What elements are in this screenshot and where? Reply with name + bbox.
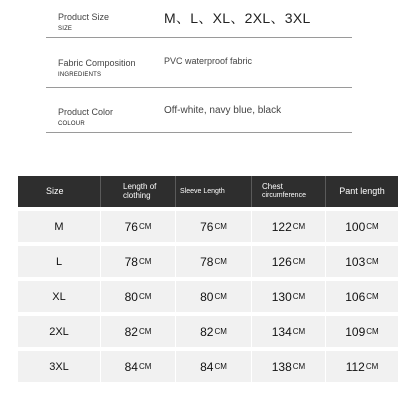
cell-value: 103 [345,254,366,269]
header-sleeve: Sleeve Length [176,176,252,207]
spec-row-size [46,0,352,38]
cell-chest [252,246,326,277]
table-row [18,246,398,277]
cell-value: 138 [271,359,292,374]
cell-size: 2XL [18,316,101,347]
cell-unit: CM [214,362,227,371]
cell-length [101,316,176,347]
cell-unit: CM [138,257,152,266]
cell-unit: CM [138,327,152,336]
cell-chest [252,211,326,242]
spec-label [58,58,136,78]
cell-value: 109 [345,324,366,339]
cell-pant [326,211,398,242]
cell-unit: CM [292,327,306,336]
cell-pant [326,351,398,382]
cell-unit: CM [292,222,306,231]
cell-unit: CM [214,292,227,301]
cell-unit: CM [292,257,306,266]
cell-value: 130 [271,289,292,304]
header-chest [252,176,326,207]
cell-unit: CM [214,327,227,336]
cell-unit: CM [366,257,379,266]
cell-sleeve [176,211,252,242]
cell-chest [252,351,326,382]
spec-label-sub: INGREDIENTS [58,72,102,78]
cell-value: 106 [345,289,366,304]
spec-label-sub: SIZE [58,26,73,32]
header-chest-line1: Chest [262,182,283,192]
cell-value: 134 [271,324,292,339]
cell-chest [252,316,326,347]
spec-row-color [46,88,352,133]
spec-value: M、L、XL、2XL、3XL [164,10,311,26]
table-header [18,176,398,207]
spec-label-sub: COLOUR [58,121,85,127]
header-size: Size [18,176,101,207]
cell-size: XL [18,281,101,312]
cell-value: 84 [200,359,214,374]
cell-sleeve [176,316,252,347]
spec-label-text: Product Color [58,107,114,117]
cell-unit: CM [214,257,227,266]
spec-label [58,12,109,32]
cell-size: L [18,246,101,277]
spec-label [58,107,113,127]
cell-value: 76 [200,219,214,234]
table-row [18,211,398,242]
cell-value: 82 [124,324,138,339]
spec-label-text: Product Size [58,12,110,22]
spec-row-fabric [46,38,352,88]
cell-value: 122 [271,219,292,234]
cell-value: 84 [124,359,138,374]
cell-value: 80 [124,289,138,304]
cell-length [101,351,176,382]
size-chart-table [18,176,398,386]
cell-value: 82 [200,324,214,339]
cell-unit: CM [138,362,152,371]
cell-length [101,211,176,242]
header-pant: Pant length [339,185,385,196]
spec-label-text: Fabric Composition [58,58,136,68]
cell-sleeve [176,351,252,382]
cell-value: 76 [124,219,138,234]
cell-length [101,281,176,312]
cell-size: 3XL [18,351,101,382]
cell-pant [326,246,398,277]
cell-value: 126 [271,254,292,269]
cell-pant [326,316,398,347]
spec-value: Off-white, navy blue, black [164,105,282,116]
table-row [18,281,398,312]
cell-unit: CM [366,292,379,301]
table-row [18,316,398,347]
cell-length [101,246,176,277]
cell-value: 78 [200,254,214,269]
cell-value: 100 [345,219,366,234]
cell-value: 78 [124,254,138,269]
cell-sleeve [176,281,252,312]
header-chest-line2: circumference [262,192,306,200]
cell-value: 112 [345,359,365,374]
cell-unit: CM [292,292,306,301]
cell-unit: CM [366,327,379,336]
table-body [18,211,398,382]
cell-unit: CM [138,222,152,231]
cell-unit: CM [214,222,227,231]
header-length: Length of clothing [101,176,176,207]
table-row [18,351,398,382]
cell-size: M [18,211,101,242]
cell-unit: CM [365,362,379,371]
cell-unit: CM [138,292,152,301]
spec-value: PVC waterproof fabric [164,56,253,66]
cell-value: 80 [200,289,214,304]
cell-unit: CM [366,222,379,231]
cell-pant [326,281,398,312]
cell-unit: CM [292,362,306,371]
cell-sleeve [176,246,252,277]
cell-chest [252,281,326,312]
